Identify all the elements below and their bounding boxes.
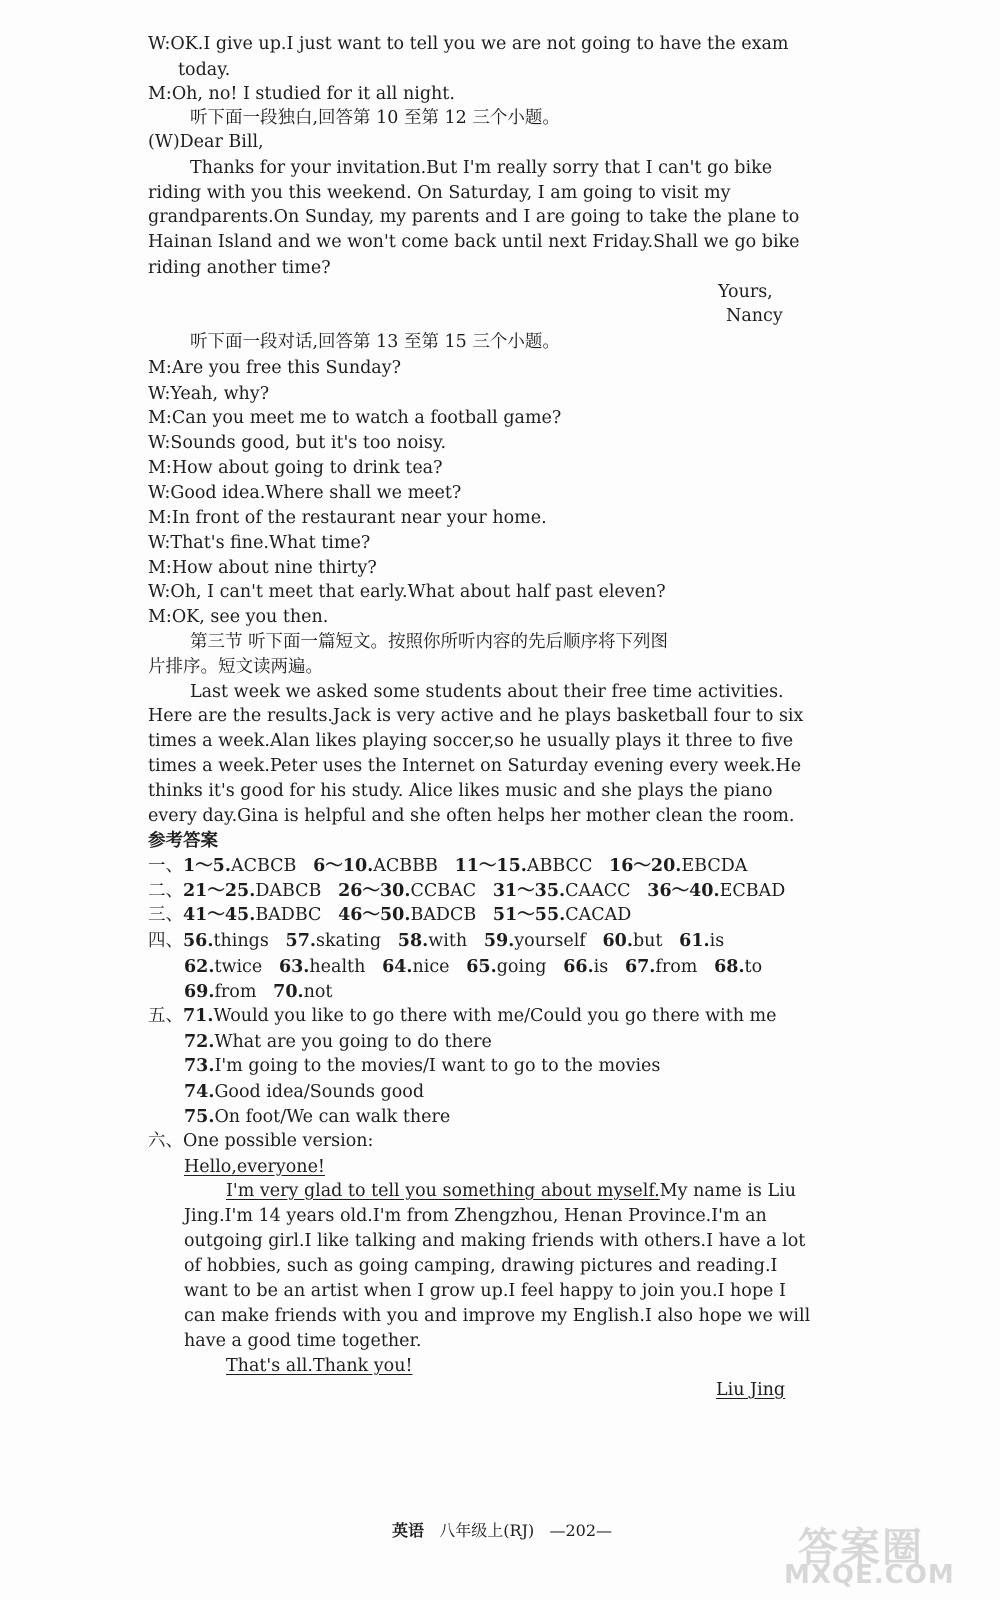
watermark-cn: 答案圈 (798, 1525, 924, 1571)
answer-range: 41～45. (183, 905, 256, 925)
answer-value: EBCDA (681, 856, 748, 876)
writing-label: 六、One possible version: (148, 1131, 374, 1151)
writing-line: of hobbies, such as going camping, drawing pictures and reading.I (184, 1256, 778, 1276)
answer-value: ACBCB (230, 856, 297, 876)
answer-number: 56. (183, 931, 214, 951)
answer-range: 1～5. (183, 856, 231, 876)
script-line: Hainan Island and we won't come back until next Friday.Shall we go bike (148, 232, 800, 252)
answer-row-1 (148, 855, 747, 877)
answer-value: not (303, 982, 333, 1002)
answer-number: 68. (714, 957, 745, 977)
answer-value: yourself (514, 931, 586, 951)
page-footer (392, 1520, 612, 1542)
answer-value: On foot/We can walk there (214, 1107, 451, 1127)
script-instruction: 片排序。短文读两遍。 (148, 657, 323, 677)
script-line: M:Oh, no! I studied for it all night. (148, 84, 455, 104)
answer-number: 70. (273, 982, 304, 1002)
writing-closing: That's all.Thank you! (226, 1356, 413, 1376)
answer-value: from (655, 957, 698, 977)
script-line: times a week.Peter uses the Internet on Saturday evening every week.He (148, 756, 802, 776)
footer-subject: 英语 (392, 1521, 425, 1540)
answer-range: 31～35. (492, 881, 566, 901)
section-label: 二、 (148, 881, 183, 901)
answer-number: 75. (184, 1107, 215, 1127)
script-line: M:How about nine thirty? (148, 558, 377, 578)
answer-value: Good idea/Sounds good (214, 1082, 425, 1102)
answer-number: 69. (184, 982, 215, 1002)
script-instruction: 第三节 听下面一篇短文。按照你所听内容的先后顺序将下列图 (190, 632, 669, 652)
answer-row-4b (184, 956, 762, 978)
page-number: —202— (549, 1521, 613, 1540)
writing-greeting: Hello,everyone! (184, 1157, 325, 1177)
script-line: W:Sounds good, but it's too noisy. (148, 433, 447, 453)
answer-number: 62. (184, 957, 215, 977)
answer-row-5-73 (184, 1055, 660, 1077)
writing-signature: Liu Jing (716, 1380, 786, 1400)
answer-number: 61. (679, 931, 710, 951)
answer-range: 46～50. (338, 905, 411, 925)
script-line: thinks it's good for his study. Alice likes music and she plays the piano (148, 781, 773, 801)
answer-value: health (309, 957, 366, 977)
script-line: M:OK, see you then. (148, 607, 329, 627)
answer-value: I'm going to the movies/I want to go to the movies (214, 1056, 661, 1076)
answer-number: 64. (382, 957, 413, 977)
section-label: 三、 (148, 905, 183, 925)
answer-value: twice (214, 957, 263, 977)
script-line: Last week we asked some students about their free time activities. (190, 682, 784, 702)
answer-range: 11～15. (454, 856, 527, 876)
section-label: 一、 (148, 856, 183, 876)
script-line: M:Are you free this Sunday? (148, 358, 401, 378)
answer-value: DABCB (255, 881, 322, 901)
answer-number: 66. (563, 957, 594, 977)
answer-range: 36～40. (647, 881, 720, 901)
letter-signature: Nancy (726, 306, 783, 326)
answer-number: 72. (184, 1032, 215, 1052)
answer-range: 51～55. (492, 905, 566, 925)
answer-value: going (496, 957, 547, 977)
answer-value: CACAD (565, 905, 632, 925)
answer-value: skating (315, 931, 382, 951)
answer-row-5-72 (184, 1031, 492, 1053)
script-line: W:Oh, I can't meet that early.What about half past eleven? (148, 582, 666, 602)
writing-text: My name is Liu (659, 1181, 796, 1201)
answer-range: 16～20. (609, 856, 682, 876)
answer-number: 57. (285, 931, 316, 951)
answer-number: 63. (278, 957, 310, 977)
answer-value: BADBC (255, 905, 322, 925)
script-line: times a week.Alan likes playing soccer,so he usually plays it three to five (148, 731, 794, 751)
script-line: every day.Gina is helpful and she often helps her mother clean the room. (148, 806, 795, 826)
script-line: today. (178, 60, 231, 80)
answer-value: nice (412, 957, 450, 977)
writing-opening-sentence: I'm very glad to tell you something about myself. (226, 1181, 660, 1201)
answer-number: 59. (483, 931, 515, 951)
watermark-en: MXQE.COM (784, 1560, 955, 1590)
script-line: M:In front of the restaurant near your home. (148, 508, 547, 528)
answer-value: is (593, 957, 609, 977)
answer-value: things (213, 931, 269, 951)
footer-grade: 八年级上(RJ) (439, 1521, 535, 1540)
section-label: 五、 (148, 1006, 183, 1026)
answer-value: but (632, 931, 663, 951)
answer-row-5-75 (184, 1106, 450, 1128)
writing-line: have a good time together. (184, 1331, 422, 1351)
script-line: riding another time? (148, 258, 331, 278)
watermark-logo (778, 1516, 978, 1594)
answer-value: ACBBB (373, 856, 438, 876)
script-line: riding with you this weekend. On Saturday, I am going to visit my (148, 183, 731, 203)
section-label: 四、 (148, 931, 183, 951)
answer-row-5-74 (184, 1081, 424, 1103)
answer-number: 74. (184, 1082, 215, 1102)
script-line: (W)Dear Bill, (148, 132, 264, 152)
writing-line: Jing.I'm 14 years old.I'm from Zhengzhou, Henan Province.I'm an (184, 1206, 767, 1226)
answer-row-5-71 (148, 1005, 777, 1027)
answer-number: 58. (397, 931, 429, 951)
answer-number: 71. (183, 1006, 214, 1026)
answer-value: What are you going to do there (214, 1032, 492, 1052)
answer-range: 21～25. (183, 881, 256, 901)
answer-value: BADCB (410, 905, 477, 925)
script-line: grandparents.On Sunday, my parents and I are going to take the plane to (148, 207, 800, 227)
answer-value: to (744, 957, 763, 977)
answer-value: Would you like to go there with me/Could you go there with me (213, 1006, 777, 1026)
answer-value: with (428, 931, 468, 951)
script-line: M:How about going to drink tea? (148, 458, 443, 478)
script-line: Here are the results.Jack is very active and he plays basketball four to six (148, 706, 804, 726)
script-line: M:Can you meet me to watch a football game? (148, 408, 562, 428)
answer-row-3 (148, 904, 631, 926)
answer-value: from (214, 982, 257, 1002)
answer-number: 73. (184, 1056, 215, 1076)
script-instruction: 听下面一段独白,回答第 10 至第 12 三个小题。 (190, 108, 560, 128)
script-line: W:OK.I give up.I just want to tell you we are not going to have the exam (148, 34, 789, 54)
writing-line: want to be an artist when I grow up.I feel happy to join you.I hope I (184, 1281, 786, 1301)
script-line: W:Yeah, why? (148, 384, 270, 404)
script-line: W:That's fine.What time? (148, 533, 371, 553)
answer-value: ABBCC (526, 856, 593, 876)
answer-range: 6～10. (313, 856, 374, 876)
answer-number: 60. (602, 931, 633, 951)
answers-heading: 参考答案 (148, 831, 218, 851)
answer-value: CAACC (565, 881, 631, 901)
answer-row-4c (184, 981, 332, 1003)
script-instruction: 听下面一段对话,回答第 13 至第 15 三个小题。 (190, 332, 560, 352)
answer-row-2 (148, 880, 785, 902)
letter-closing: Yours, (718, 282, 773, 302)
writing-line: can make friends with you and improve my English.I also hope we will (184, 1306, 811, 1326)
answer-value: CCBAC (410, 881, 477, 901)
writing-first-line (226, 1180, 796, 1202)
script-line: Thanks for your invitation.But I'm really sorry that I can't go bike (190, 158, 773, 178)
script-line: W:Good idea.Where shall we meet? (148, 483, 462, 503)
answer-range: 26～30. (338, 881, 411, 901)
answer-row-4 (148, 930, 724, 952)
answer-number: 67. (624, 957, 656, 977)
writing-line: outgoing girl.I like talking and making friends with others.I have a lot (184, 1231, 806, 1251)
answer-number: 65. (466, 957, 497, 977)
answer-value: is (709, 931, 725, 951)
answer-value: ECBAD (719, 881, 786, 901)
